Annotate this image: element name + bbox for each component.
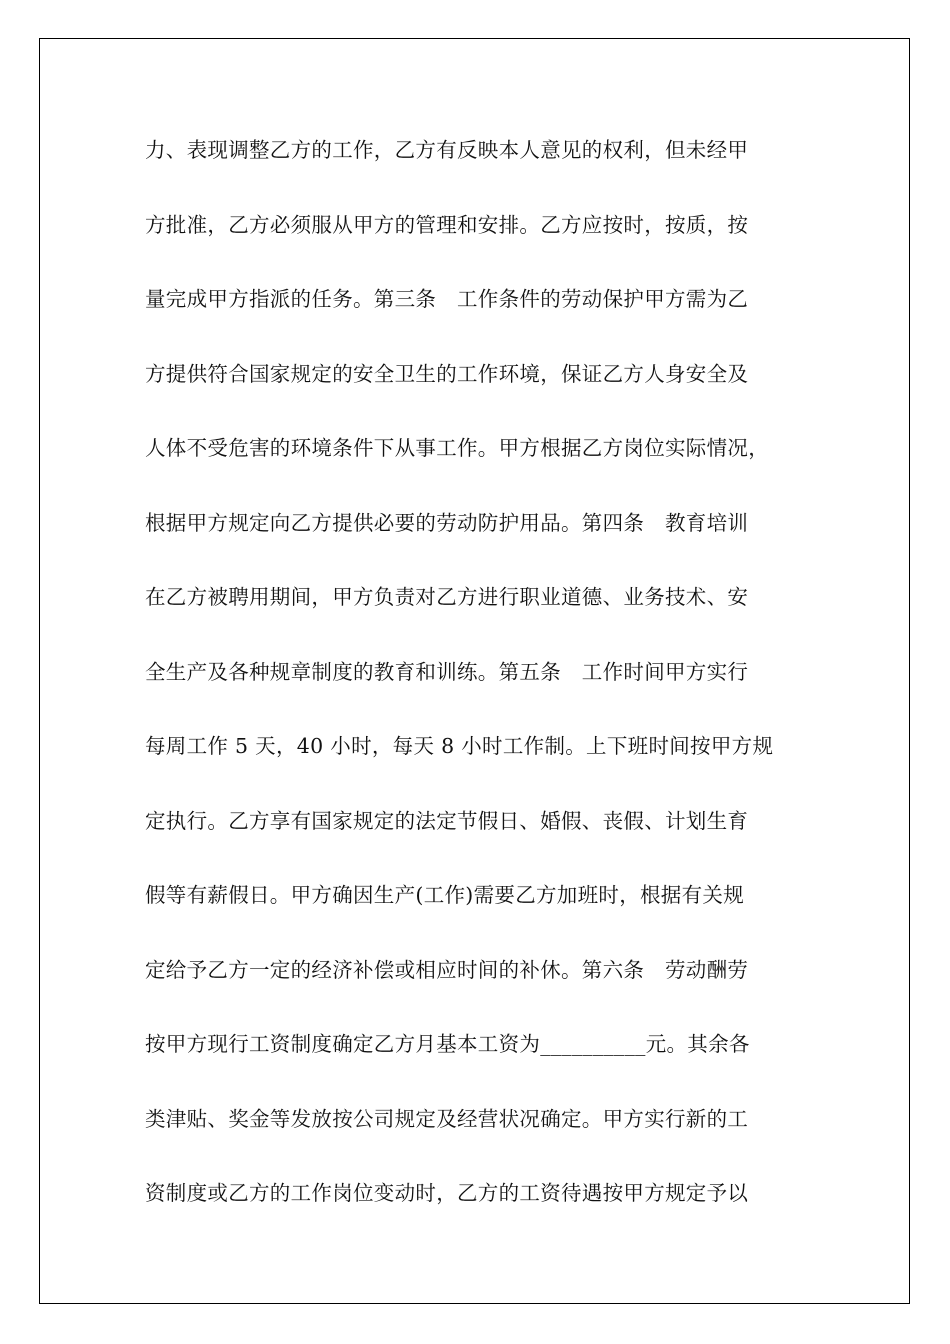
- text-line: 力、表现调整乙方的工作，乙方有反映本人意见的权利，但未经甲: [145, 138, 749, 162]
- document-body: [145, 128, 805, 1246]
- text-line: 定给予乙方一定的经济补偿或相应时间的补休。第六条 劳动酬劳: [145, 957, 749, 982]
- text-line: 按甲方现行工资制度确定乙方月基本工资为__________元。其余各: [145, 1032, 750, 1056]
- text-line: 人体不受危害的环境条件下从事工作。甲方根据乙方岗位实际情况，: [145, 436, 769, 460]
- text-line: 方提供符合国家规定的安全卫生的工作环境，保证乙方人身安全及: [145, 361, 749, 386]
- text-line: 在乙方被聘用期间，甲方负责对乙方进行职业道德、业务技术、安: [145, 585, 749, 609]
- text-line: 每周工作 5 天，40 小时，每天 8 小时工作制。上下班时间按甲方规: [145, 734, 774, 758]
- text-line: 假等有薪假日。甲方确因生产(工作)需要乙方加班时，根据有关规: [145, 883, 744, 907]
- text-line: 全生产及各种规章制度的教育和训练。第五条 工作时间甲方实行: [145, 659, 749, 684]
- text-line: 资制度或乙方的工作岗位变动时，乙方的工资待遇按甲方规定予以: [145, 1181, 749, 1205]
- text-line: 方批准，乙方必须服从甲方的管理和安排。乙方应按时，按质，按: [145, 212, 749, 237]
- text-line: 根据甲方规定向乙方提供必要的劳动防护用品。第四条 教育培训: [145, 510, 749, 535]
- text-line: 定执行。乙方享有国家规定的法定节假日、婚假、丧假、计划生育: [145, 808, 749, 833]
- text-line: 量完成甲方指派的任务。第三条 工作条件的劳动保护甲方需为乙: [145, 287, 749, 311]
- text-line: 类津贴、奖金等发放按公司规定及经营状况确定。甲方实行新的工: [145, 1106, 749, 1131]
